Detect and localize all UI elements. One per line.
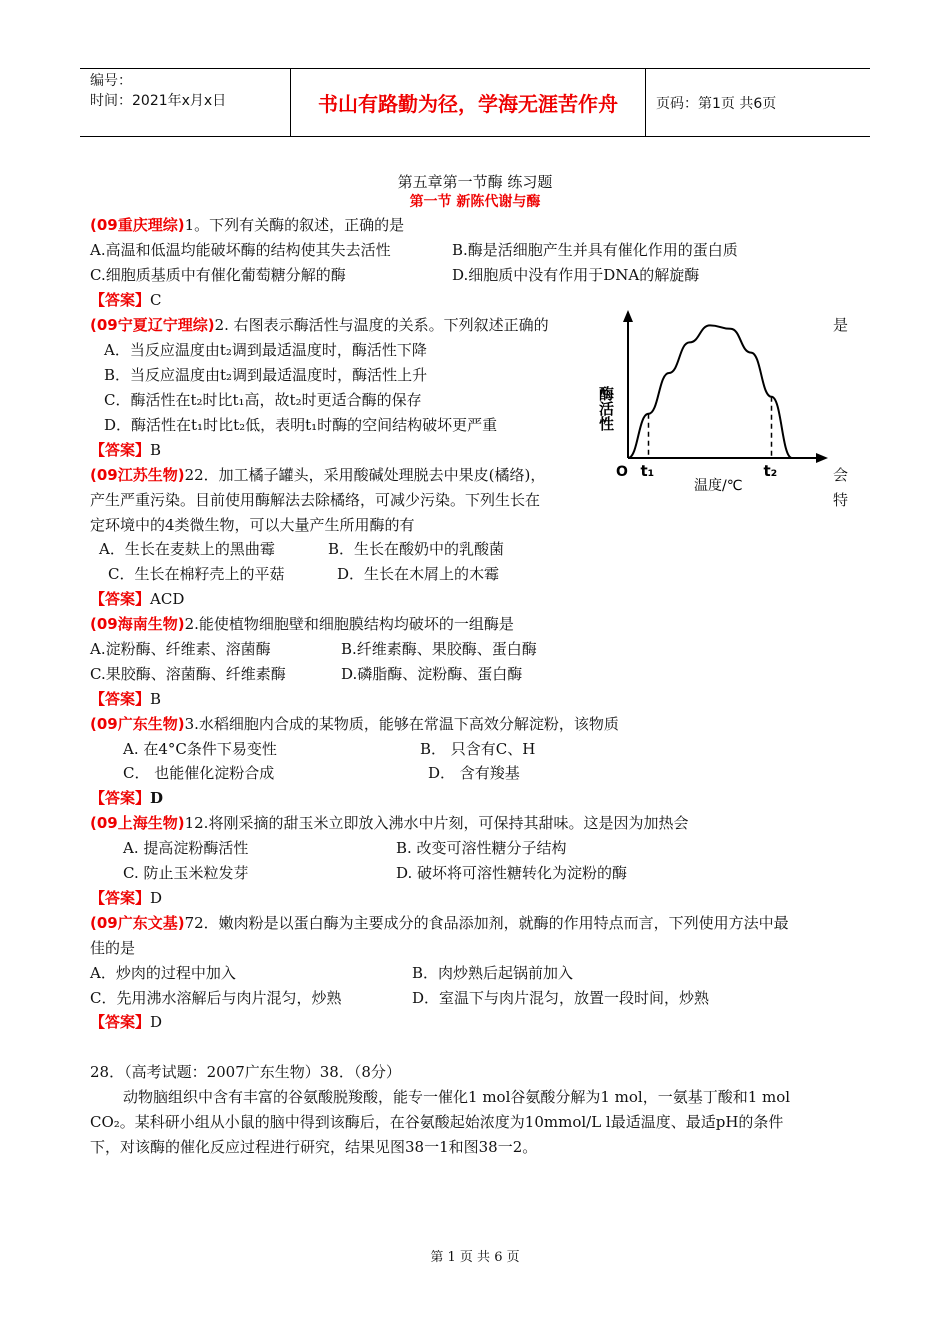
q3-stem-end-1: 会 bbox=[833, 466, 849, 484]
q3-stem-end-2: 特 bbox=[833, 491, 849, 509]
q3-stem: (09江苏生物)22．加工橘子罐头，采用酸碱处理脱去中果皮(橘络)， bbox=[90, 466, 546, 484]
header-table bbox=[80, 68, 870, 137]
time-label: 时间：2021年x月x日 bbox=[90, 93, 227, 109]
q2-stem: (09宁夏辽宁理综)2. 右图表示酶活性与温度的关系。下列叙述正确的 bbox=[90, 316, 549, 334]
origin-label: O bbox=[616, 464, 628, 480]
q2-option-c: C．酶活性在t₂时比t₁高，故t₂时更适合酶的保存 bbox=[104, 391, 422, 409]
q3-option-a: A．生长在麦麸上的黑曲霉 bbox=[99, 540, 275, 558]
q7-option-c: C．先用沸水溶解后与肉片混匀，炒熟 bbox=[90, 989, 342, 1007]
q2-option-d: D．酶活性在t₁时比t₂低，表明t₁时酶的空间结构破坏更严重 bbox=[104, 416, 498, 434]
q2-option-b: B．当反应温度由t₂调到最适温度时，酶活性上升 bbox=[104, 366, 428, 384]
q4-answer: 【答案】B bbox=[90, 690, 162, 708]
q1-answer: 【答案】C bbox=[90, 291, 162, 309]
q8-header: 28．（高考试题：2007广东生物）38．（8分） bbox=[90, 1063, 401, 1081]
q6-option-c: C. 防止玉米粒发芽 bbox=[123, 864, 249, 882]
q2-option-a: A．当反应温度由t₂调到最适温度时，酶活性下降 bbox=[104, 341, 427, 359]
y-axis-arrow bbox=[623, 310, 633, 322]
q4-option-b: B.纤维素酶、果胶酶、蛋白酶 bbox=[341, 640, 537, 658]
y-axis-label: 酶活性 bbox=[597, 386, 615, 431]
t2-tick-label: t₂ bbox=[763, 462, 778, 480]
q7-option-d: D．室温下与肉片混匀，放置一段时间，炒熟 bbox=[412, 989, 710, 1007]
q4-stem: (09海南生物)2.能使植物细胞壁和细胞膜结构均破坏的一组酶是 bbox=[90, 615, 514, 633]
q7-option-a: A．炒肉的过程中加入 bbox=[90, 964, 236, 982]
q2-answer: 【答案】B bbox=[90, 441, 162, 459]
q3-option-c: C．生长在棉籽壳上的平菇 bbox=[108, 565, 285, 583]
enzyme-activity-chart bbox=[597, 306, 842, 496]
q3-option-b: B．生长在酸奶中的乳酸菌 bbox=[328, 540, 505, 558]
q5-stem: (09广东生物)3.水稻细胞内合成的某物质，能够在常温下高效分解淀粉，该物质 bbox=[90, 715, 619, 733]
q4-option-a: A.淀粉酶、纤维素、溶菌酶 bbox=[90, 640, 271, 658]
q6-answer: 【答案】D bbox=[90, 889, 163, 907]
q6-option-b: B. 改变可溶性糖分子结构 bbox=[396, 839, 567, 857]
q8-paragraph-line1: 动物脑组织中含有丰富的谷氨酸脱羧酸，能专一催化1 mol谷氨酸分解为1 mol，一氨基丁酸和1 mol bbox=[123, 1088, 791, 1106]
q3-option-d: D．生长在木屑上的木霉 bbox=[337, 565, 500, 583]
number-label: 编号： bbox=[90, 73, 132, 89]
q6-option-d: D. 破坏将可溶性糖转化为淀粉的酶 bbox=[396, 864, 628, 882]
x-axis-label: 温度/℃ bbox=[694, 478, 743, 494]
page-footer: 第 1 页 共 6 页 bbox=[430, 1250, 520, 1265]
activity-curve bbox=[628, 325, 792, 458]
q5-option-c: C． 也能催化淀粉合成 bbox=[123, 764, 275, 782]
q1-option-d: D.细胞质中没有作用于DNA的解旋酶 bbox=[452, 266, 700, 284]
motto: 书山有路勤为径，学海无涯苦作舟 bbox=[291, 69, 646, 136]
q5-option-a: A. 在4°C条件下易变性 bbox=[123, 740, 277, 758]
q4-option-c: C.果胶酶、溶菌酶、纤维素酶 bbox=[90, 665, 286, 683]
q3-stem-line2: 产生严重污染。目前使用酶解法去除橘络，可减少污染。下列生长在 bbox=[90, 491, 541, 509]
q5-option-b: B． 只含有C、H bbox=[420, 740, 536, 758]
header-left bbox=[80, 69, 291, 136]
q7-answer: 【答案】D bbox=[90, 1013, 163, 1031]
q5-answer: 【答案】D bbox=[90, 789, 164, 807]
page-title: 第五章第一节酶 练习题 bbox=[397, 173, 553, 191]
section-subtitle: 第一节 新陈代谢与酶 bbox=[409, 194, 541, 210]
q1-option-c: C.细胞质基质中有催化葡萄糖分解的酶 bbox=[90, 266, 346, 284]
q1-option-a: A.高温和低温均能破坏酶的结构使其失去活性 bbox=[90, 241, 391, 259]
q6-option-a: A. 提高淀粉酶活性 bbox=[123, 839, 249, 857]
q6-stem: (09上海生物)12.将刚采摘的甜玉米立即放入沸水中片刻，可保持其甜味。这是因为加热会 bbox=[90, 814, 689, 832]
q1-stem: (09重庆理综)1。下列有关酶的叙述，正确的是 bbox=[90, 216, 405, 234]
page-info: 页码：第1页 共6页 bbox=[656, 95, 777, 112]
q3-answer: 【答案】ACD bbox=[90, 590, 185, 608]
t1-tick-label: t₁ bbox=[640, 462, 655, 480]
q8-paragraph-line3: 下，对该酶的催化反应过程进行研究，结果见图38一1和图38一2。 bbox=[90, 1138, 538, 1156]
q4-option-d: D.磷脂酶、淀粉酶、蛋白酶 bbox=[341, 665, 523, 683]
q2-stem-end: 是 bbox=[833, 316, 849, 334]
q5-option-d: D． 含有羧基 bbox=[428, 764, 520, 782]
q7-stem: (09广东文基)72．嫩肉粉是以蛋白酶为主要成分的食品添加剂，就酶的作用特点而言，下列使用方法中最 bbox=[90, 914, 789, 932]
q7-option-b: B．肉炒熟后起锅前加入 bbox=[412, 964, 574, 982]
q3-stem-line3: 定环境中的4类微生物，可以大量产生所用酶的有 bbox=[90, 516, 415, 534]
q8-paragraph-line2: CO₂。某科研小组从小鼠的脑中得到该酶后，在谷氨酸起始浓度为10mmol/L l最适温度、最适pH的条件 bbox=[90, 1113, 784, 1131]
x-axis-arrow bbox=[816, 453, 828, 463]
q7-stem-line2: 佳的是 bbox=[90, 939, 136, 957]
q1-option-b: B.酶是活细胞产生并具有催化作用的蛋白质 bbox=[452, 241, 738, 259]
